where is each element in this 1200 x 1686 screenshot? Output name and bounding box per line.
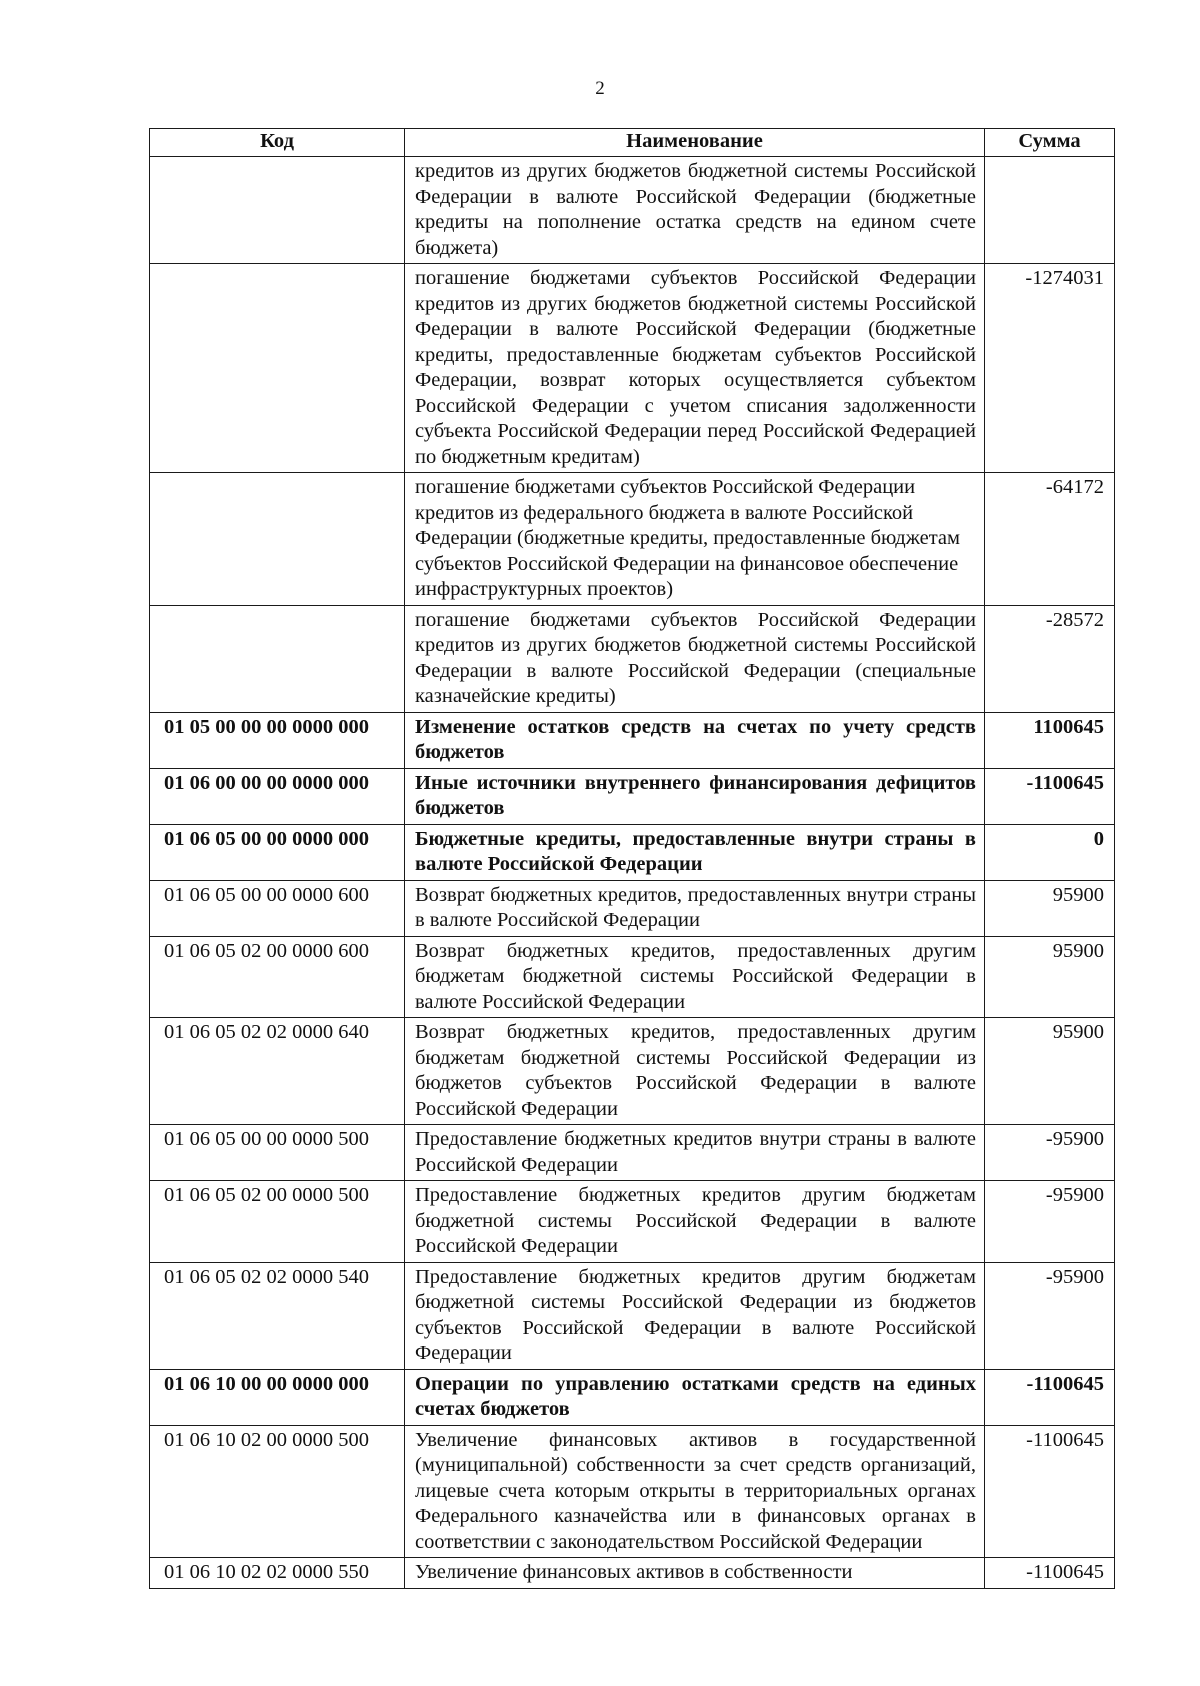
row-name-cell: Предоставление бюджетных кредитов внутри страны в валюте Российской Федерации: [405, 1125, 985, 1181]
header-code: Код: [150, 129, 405, 157]
row-sum-cell: 0: [985, 824, 1115, 880]
row-code-cell: [150, 264, 405, 473]
row-sum-cell: [985, 157, 1115, 264]
table-row: [150, 1181, 1115, 1263]
row-code-cell: 01 06 05 00 00 0000 000: [150, 824, 405, 880]
row-name-cell: Возврат бюджетных кредитов, предоставленных другим бюджетам бюджетной системы Российской Федерации в валюте Российской Федерации: [405, 936, 985, 1018]
row-name-cell: Операции по управлению остатками средств на единых счетах бюджетов: [405, 1369, 985, 1425]
row-code-cell: [150, 157, 405, 264]
row-name-cell: погашение бюджетами субъектов Российской Федерации кредитов из других бюджетов бюджетной системы Российской Федерации в валюте Российской Федерации (бюджетные кредиты, предоставленные бюджетам субъектов Российской Федерации, возврат которых осуществляется субъектом Российской Федерации с учетом списания задолженности субъекта Российской Федерации перед Российской Федерацией по бюджетным кредитам): [405, 264, 985, 473]
budget-sources-table: [149, 128, 1115, 1589]
row-sum-cell: -95900: [985, 1181, 1115, 1263]
row-code-cell: 01 06 05 00 00 0000 600: [150, 880, 405, 936]
table-row: [150, 880, 1115, 936]
row-sum-cell: 95900: [985, 1018, 1115, 1125]
row-name-cell: Изменение остатков средств на счетах по учету средств бюджетов: [405, 712, 985, 768]
table-row: [150, 1125, 1115, 1181]
row-name-cell: Возврат бюджетных кредитов, предоставленных другим бюджетам бюджетной системы Российской Федерации из бюджетов субъектов Российской Федерации в валюте Российской Федерации: [405, 1018, 985, 1125]
row-sum-cell: 1100645: [985, 712, 1115, 768]
row-name-cell: погашение бюджетами субъектов Российской Федерации кредитов из других бюджетов бюджетной системы Российской Федерации в валюте Российской Федерации (специальные казначейские кредиты): [405, 605, 985, 712]
row-code-cell: 01 06 05 02 02 0000 640: [150, 1018, 405, 1125]
row-sum-cell: -1100645: [985, 1558, 1115, 1589]
row-name-cell: Предоставление бюджетных кредитов другим бюджетам бюджетной системы Российской Федерации в валюте Российской Федерации: [405, 1181, 985, 1263]
table-row: [150, 936, 1115, 1018]
table-body: [150, 157, 1115, 1589]
row-sum-cell: -95900: [985, 1125, 1115, 1181]
row-sum-cell: -1100645: [985, 768, 1115, 824]
row-name-cell: Предоставление бюджетных кредитов другим бюджетам бюджетной системы Российской Федерации из бюджетов субъектов Российской Федерации в валюте Российской Федерации: [405, 1262, 985, 1369]
row-code-cell: 01 06 10 00 00 0000 000: [150, 1369, 405, 1425]
table-row: [150, 768, 1115, 824]
row-sum-cell: -1274031: [985, 264, 1115, 473]
row-code-cell: 01 06 05 02 00 0000 500: [150, 1181, 405, 1263]
page-number: 2: [595, 78, 605, 99]
budget-sources-table-container: [149, 128, 1114, 1589]
row-code-cell: 01 05 00 00 00 0000 000: [150, 712, 405, 768]
table-row: [150, 1018, 1115, 1125]
table-row: [150, 712, 1115, 768]
row-sum-cell: -1100645: [985, 1369, 1115, 1425]
row-code-cell: 01 06 10 02 00 0000 500: [150, 1425, 405, 1558]
row-name-cell: погашение бюджетами субъектов Российской Федерации кредитов из федерального бюджета в валюте Российской Федерации (бюджетные кредиты, предоставленные бюджетам субъектов Российской Федерации на финансовое обеспечение инфраструктурных проектов): [405, 473, 985, 606]
row-name-cell: кредитов из других бюджетов бюджетной системы Российской Федерации в валюте Российской Федерации (бюджетные кредиты на пополнение остатка средств на едином счете бюджета): [405, 157, 985, 264]
table-row: [150, 1369, 1115, 1425]
header-name: Наименование: [405, 129, 985, 157]
header-row: [150, 129, 1115, 157]
row-name-cell: Бюджетные кредиты, предоставленные внутри страны в валюте Российской Федерации: [405, 824, 985, 880]
row-name-cell: Увеличение финансовых активов в собственности: [405, 1558, 985, 1589]
row-code-cell: 01 06 05 02 02 0000 540: [150, 1262, 405, 1369]
table-row: [150, 1262, 1115, 1369]
row-sum-cell: -64172: [985, 473, 1115, 606]
row-code-cell: [150, 605, 405, 712]
row-code-cell: 01 06 10 02 02 0000 550: [150, 1558, 405, 1589]
table-row: [150, 473, 1115, 606]
table-row: [150, 1425, 1115, 1558]
row-code-cell: 01 06 05 02 00 0000 600: [150, 936, 405, 1018]
row-code-cell: 01 06 00 00 00 0000 000: [150, 768, 405, 824]
table-row: [150, 157, 1115, 264]
row-name-cell: Возврат бюджетных кредитов, предоставленных внутри страны в валюте Российской Федерации: [405, 880, 985, 936]
row-name-cell: Увеличение финансовых активов в государственной (муниципальной) собственности за счет средств организаций, лицевые счета которым открыты в территориальных органах Федерального казначейства или в финансовых органах в соответствии с законодательством Российской Федерации: [405, 1425, 985, 1558]
row-name-cell: Иные источники внутреннего финансирования дефицитов бюджетов: [405, 768, 985, 824]
row-code-cell: [150, 473, 405, 606]
table-row: [150, 1558, 1115, 1589]
row-sum-cell: -1100645: [985, 1425, 1115, 1558]
table-row: [150, 605, 1115, 712]
row-code-cell: 01 06 05 00 00 0000 500: [150, 1125, 405, 1181]
row-sum-cell: 95900: [985, 936, 1115, 1018]
row-sum-cell: 95900: [985, 880, 1115, 936]
table-header: [150, 129, 1115, 157]
header-sum: Сумма: [985, 129, 1115, 157]
row-sum-cell: -95900: [985, 1262, 1115, 1369]
table-row: [150, 264, 1115, 473]
row-sum-cell: -28572: [985, 605, 1115, 712]
table-row: [150, 824, 1115, 880]
